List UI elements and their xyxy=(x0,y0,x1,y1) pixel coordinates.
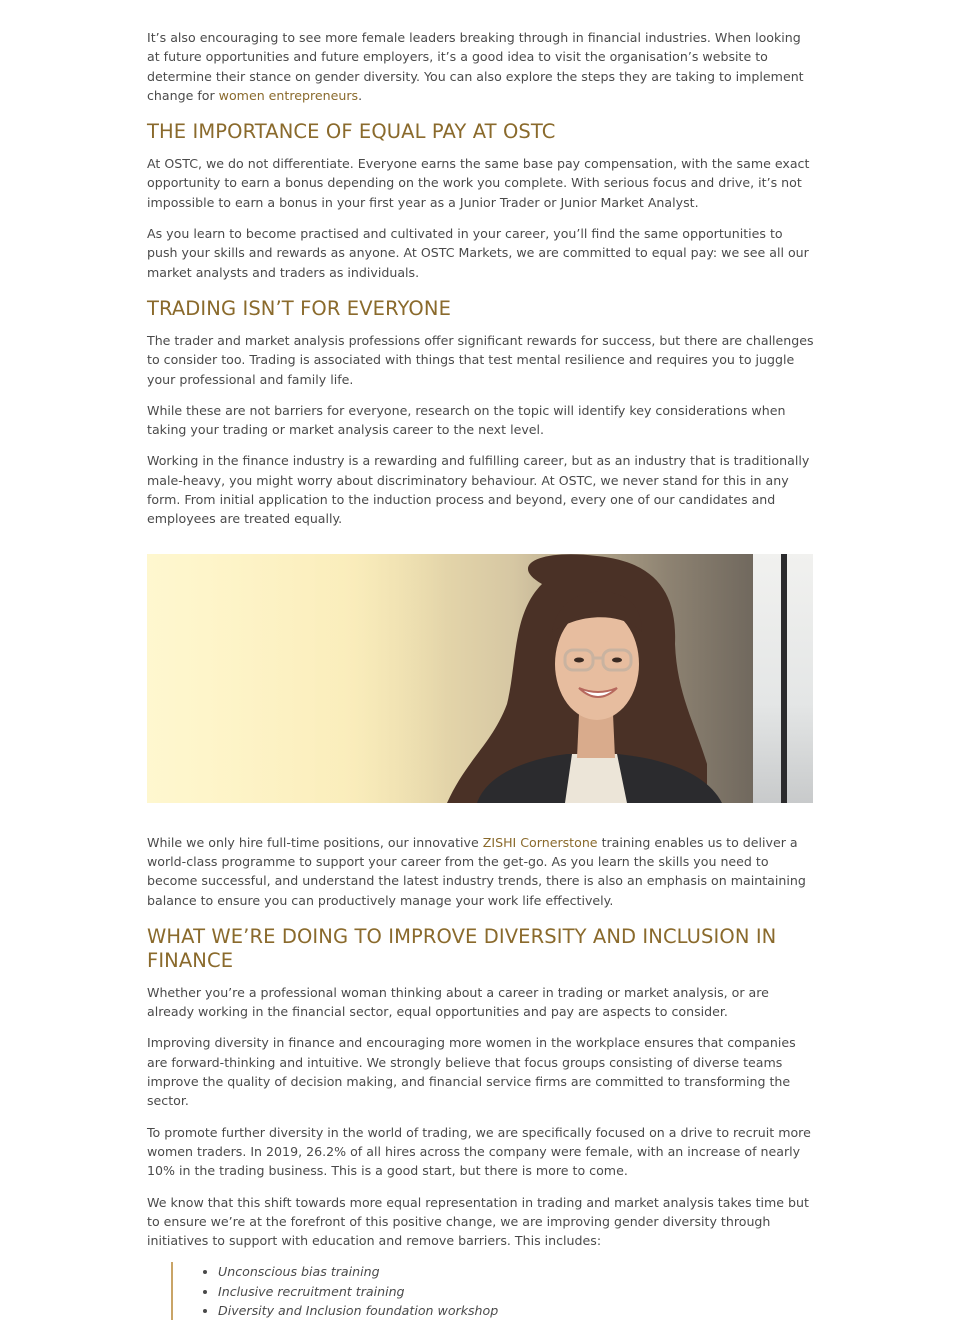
initiatives-list xyxy=(171,1262,815,1320)
paragraph: To promote further diversity in the world of trading, we are specifically focused on a drive to recruit more women traders. In 2019, 26.2% of all hires across the company were female, with an increase of nearly 10% in the trading business. This is a good start, but there is more to come. xyxy=(147,1124,811,1179)
article-body xyxy=(147,28,815,1320)
heading-equal-pay: THE IMPORTANCE OF EQUAL PAY AT OSTC xyxy=(147,120,556,144)
paragraph: We know that this shift towards more equal representation in trading and market analysis takes time but to ensure we’re at the forefront of this positive change, we are improving gender diversity through initiatives to support with education and remove barriers. This includes: xyxy=(147,1194,809,1249)
cornerstone-paragraph: While we only hire full-time positions, our innovative ZISHI Cornerstone training enables us to deliver a world-class programme to support your career from the get-go. As you learn the skills you need to become successful, and understand the latest industry trends, there is also an emphasis on maintaining balance to ensure you can productively manage your work life effectively. xyxy=(147,834,806,908)
paragraph: Whether you’re a professional woman thinking about a career in trading or market analysis, or are already working in the financial sector, equal opportunities and pay are aspects to consider. xyxy=(147,984,769,1020)
article-photo xyxy=(147,554,813,803)
paragraph: Improving diversity in finance and encouraging more women in the workplace ensures that companies are forward-thinking and intuitive. We strongly believe that focus groups consisting of diverse teams improve the quality of decision making, and financial service firms are committed to transforming the sector. xyxy=(147,1035,796,1109)
paragraph: While these are not barriers for everyone, research on the topic will identify key considerations when taking your trading or market analysis career to the next level. xyxy=(147,402,786,438)
paragraph: Working in the finance industry is a rewarding and fulfilling career, but as an industry that is traditionally male-heavy, you might worry about discriminatory behaviour. At OSTC, we never stand for this in any form. From initial application to the induction process and beyond, every one of our candidates and employees are treated equally. xyxy=(147,453,810,527)
list-item: • Diversity and Inclusion foundation workshop xyxy=(218,1301,815,1320)
list-item: • Inclusive recruitment training xyxy=(218,1282,815,1301)
paragraph: At OSTC, we do not differentiate. Everyone earns the same base pay compensation, with the same exact opportunity to earn a bonus depending on the work you complete. With serious focus and drive, it’s not impossible to earn a bonus in your first year as a Junior Trader or Junior Market Analyst. xyxy=(147,156,810,210)
intro-paragraph: It’s also encouraging to see more female leaders breaking through in financial industries. When looking at future opportunities and future employers, it’s a good idea to visit the organisation’s website to determine their stance on gender diversity. You can also explore the steps they are taking to implement change for women entrepreneurs. xyxy=(147,30,804,103)
heading-diversity: WHAT WE’RE DOING TO IMPROVE DIVERSITY AND INCLUSION IN FINANCE xyxy=(147,924,777,972)
paragraph: The trader and market analysis professions offer significant rewards for success, but there are challenges to consider too. Trading is associated with things that test mental resilience and requires you to juggle your professional and family life. xyxy=(147,332,814,387)
list-item: • Unconscious bias training xyxy=(218,1262,815,1281)
zishi-cornerstone-link[interactable]: ZISHI Cornerstone xyxy=(482,834,598,850)
heading-trading: TRADING ISN’T FOR EVERYONE xyxy=(147,296,451,320)
women-entrepreneurs-link[interactable]: women entrepreneurs xyxy=(218,87,359,103)
paragraph: As you learn to become practised and cultivated in your career, you’ll find the same opportunities to push your skills and rewards as anyone. At OSTC Markets, we are committed to equal pay: we see all our market analysts and traders as individuals. xyxy=(147,226,809,280)
